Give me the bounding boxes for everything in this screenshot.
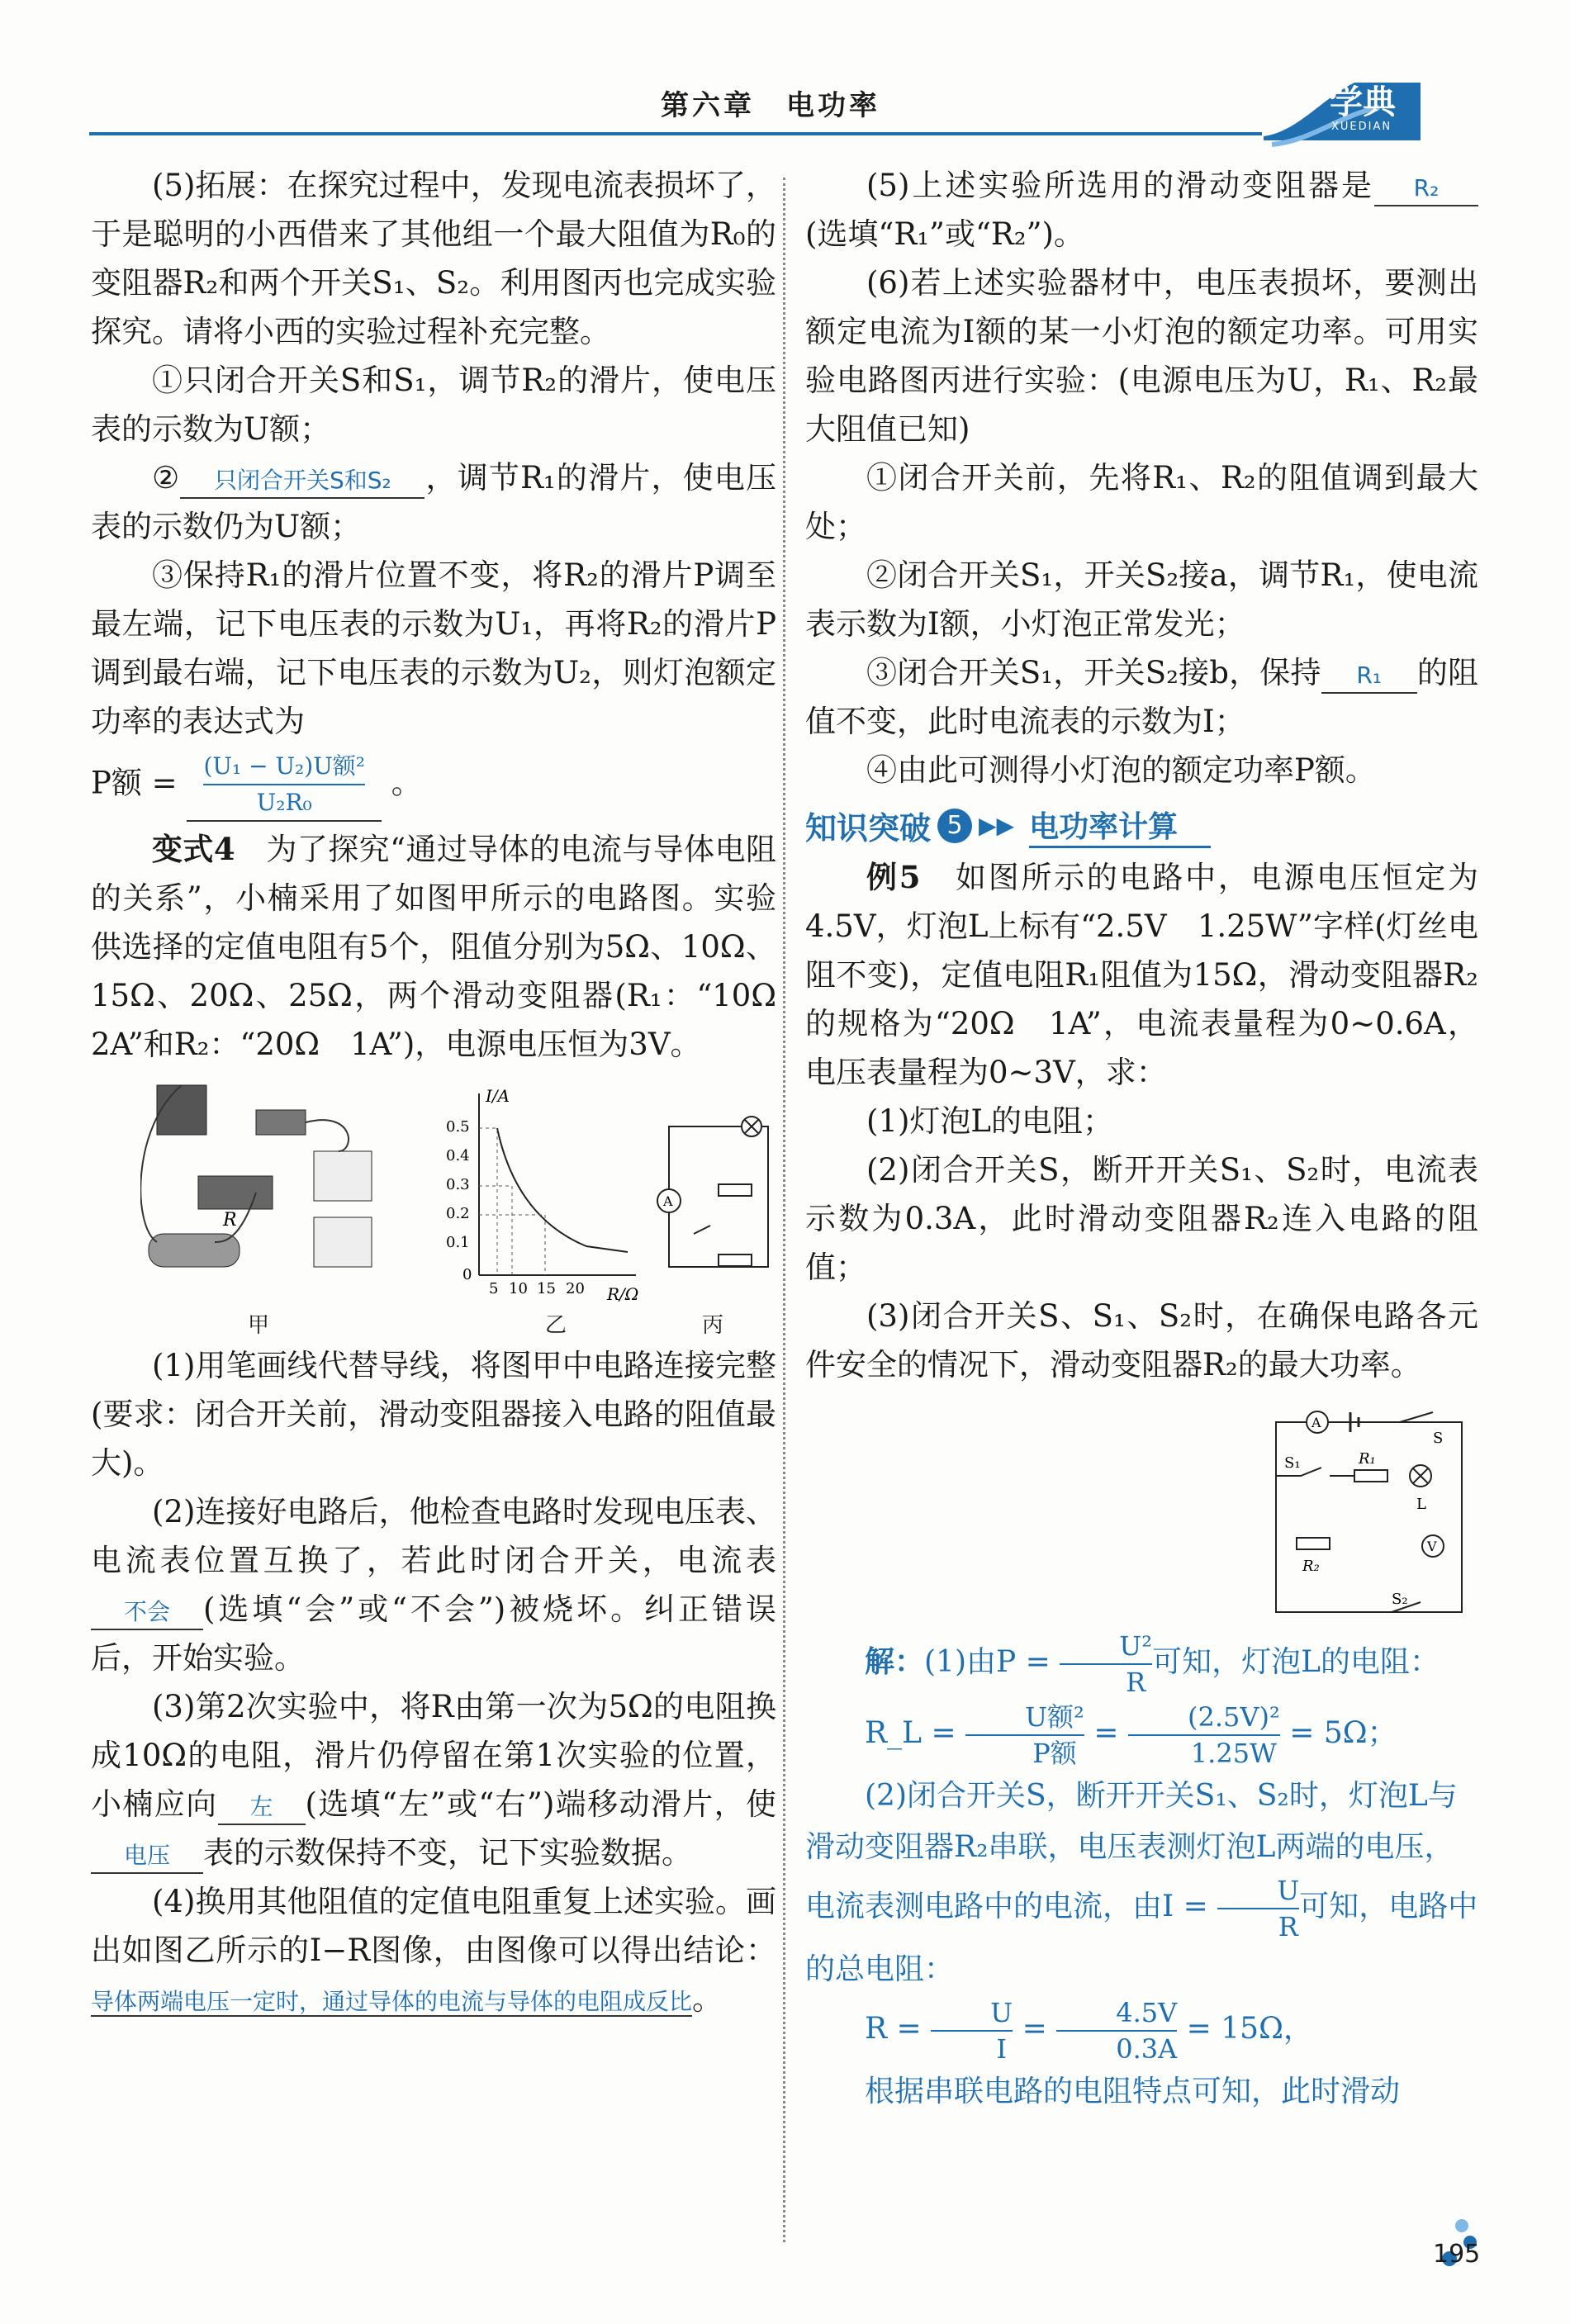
sol-rl-den2: 1.25W: [1190, 1738, 1277, 1769]
sol-rl-num1: U额²: [965, 1700, 1084, 1736]
q4-end: 。: [692, 1981, 723, 2017]
sol-r-num1: U: [931, 1995, 1013, 2032]
step2-suffix: ，调节R₁的滑片，使电压表的示数仍为U额；: [91, 460, 776, 544]
sol-rl-den1: P额: [1032, 1738, 1077, 1769]
ytick-5: 0: [462, 1266, 472, 1283]
left-column: [91, 161, 807, 2026]
figure-bing-circuit: [652, 1110, 776, 1300]
example-label: 例5: [866, 859, 921, 895]
r6-step3-answer: R₁: [1321, 659, 1417, 694]
formula-denominator: U₂R₀: [256, 789, 312, 816]
circuit-label-S: S: [1433, 1430, 1444, 1447]
sol-r-end: = 15Ω，: [1186, 2012, 1313, 2046]
xtick-0: 5: [489, 1280, 499, 1297]
step2: [91, 453, 776, 551]
caption-jia: 甲: [248, 1313, 270, 1338]
q2-text-b: (选填“会”或“不会”)被烧坏。纠正错误后，开始实验。: [91, 1591, 776, 1676]
formula-line: [91, 749, 776, 822]
example5: [805, 853, 1478, 1097]
brand-name: 学典: [1330, 83, 1396, 121]
q3-text-a: (3)第2次实验中，将R由第一次为5Ω的电阻换成10Ω的电阻，滑片仍停留在第1次实验的位置，小楠应向: [91, 1689, 776, 1822]
q3-answer-2: 电压: [91, 1839, 203, 1874]
circuit-label-R1: R₁: [1359, 1450, 1376, 1468]
column-divider: [783, 178, 785, 2242]
circuit-label-S2: S₂: [1392, 1591, 1408, 1608]
q3-text-b: (选填“左”或“右”)端移动滑片，使: [305, 1786, 776, 1822]
sol1-text-b: 可知，灯泡L的电阻：: [1152, 1645, 1440, 1679]
example-circuit: [805, 1389, 1478, 1629]
sol-rl-eq: =: [1093, 1716, 1119, 1750]
ytick-0: 0.5: [446, 1118, 470, 1136]
sol-r-num2: 4.5V: [1056, 1995, 1177, 2032]
r6-step2: ②闭合开关S₁，开关S₂接a，调节R₁，使电流表示数为I额，小灯泡正常发光；: [805, 557, 1478, 642]
q3-text-c: 表的示数保持不变，记下实验数据。: [203, 1835, 692, 1871]
double-arrow-icon: ▶▶: [979, 812, 1015, 839]
ytick-4: 0.1: [446, 1234, 470, 1251]
q4: [91, 1877, 776, 2026]
variant4: [91, 825, 807, 1069]
step2-prefix: ②: [152, 460, 181, 496]
formula-prefix: P额 =: [91, 765, 178, 801]
q1: (1)用笔画线代替导线，将图甲中电路连接完整(要求：闭合开关前，滑动变阻器接入电路的阻值最大)。: [91, 1348, 776, 1481]
svg-text:R: R: [223, 1210, 237, 1231]
sol1-text-a: (1)由P =: [924, 1645, 1051, 1679]
chapter-title: 第六章 电功率: [661, 89, 880, 122]
sol1-numerator: U²: [1060, 1629, 1152, 1665]
r6-step3: [805, 648, 1478, 746]
figure-yi-graph: [438, 1077, 652, 1308]
section-header: [805, 803, 1478, 848]
page-header: [0, 0, 1570, 145]
sol1-denominator: R: [1126, 1667, 1146, 1698]
page-number: 195: [1433, 2240, 1481, 2269]
sol-rl-end: = 5Ω；: [1289, 1716, 1397, 1750]
xtick-2: 15: [537, 1280, 556, 1297]
graph-ylabel: I/A: [486, 1086, 510, 1106]
ytick-2: 0.3: [446, 1176, 470, 1193]
solution-r: [805, 1995, 1478, 2066]
q2-text-a: (2)连接好电路后，他检查电路时发现电压表、电流表位置互换了，若此时闭合开关，电流表: [91, 1494, 776, 1578]
ex-q2: (2)闭合开关S，断开开关S₁、S₂时，电流表示数为0.3A，此时滑动变阻器R₂连入电路的阻值；: [805, 1152, 1478, 1285]
caption-bing: 丙: [702, 1313, 724, 1338]
formula-numerator: (U₁ − U₂)U额²: [203, 749, 365, 785]
step1: ①只闭合开关S和S₁，调节R₂的滑片，使电压表的示数为U额；: [91, 363, 776, 447]
header-rule: [89, 132, 1262, 135]
sol-r-den2: 0.3A: [1116, 2033, 1178, 2065]
graph-xlabel: R/Ω: [607, 1284, 639, 1304]
ir-curve: [497, 1128, 628, 1252]
r6: (6)若上述实验器材中，电压表损坏，要测出额定电流为I额的某一小灯泡的额定功率。可用实验电路图丙进行实验：(电源电压为U，R₁、R₂最大阻值已知): [805, 265, 1478, 447]
r6-step1: ①闭合开关前，先将R₁、R₂的阻值调到最大处；: [805, 460, 1478, 544]
circuit-diagram: [1268, 1406, 1474, 1629]
q2: [91, 1487, 776, 1682]
r5-answer: R₂: [1374, 172, 1478, 206]
figures-row: [91, 1069, 776, 1341]
formula-answer: [187, 749, 382, 822]
ytick-3: 0.2: [446, 1205, 470, 1222]
r5-text-b: (选填“R₁”或“R₂”)。: [805, 216, 1084, 252]
solution-rl: [805, 1700, 1478, 1771]
xtick-3: 20: [566, 1280, 585, 1297]
ytick-1: 0.4: [446, 1147, 470, 1164]
figure-jia-apparatus: [140, 1077, 454, 1308]
p5-intro: (5)拓展：在探究过程中，发现电流表损坏了，于是聪明的小西借来了其他组一个最大阻值为R₀的变阻器R₂和两个开关S₁、S₂。利用图丙也完成实验探究。请将小西的实验过程补充完整。: [91, 168, 776, 349]
section-number: 5: [937, 809, 972, 843]
brand-subtitle: XUEDIAN: [1331, 121, 1392, 133]
solution-part3: 根据串联电路的电阻特点可知，此时滑动: [865, 2075, 1401, 2108]
q4-text-a: (4)换用其他阻值的定值电阻重复上述实验。画出如图乙所示的I−R图像，由图像可以得出结论：: [91, 1884, 776, 1968]
caption-yi: 乙: [545, 1313, 567, 1338]
sol2-text-b: 可知，电路中的总电阻：: [805, 1890, 1478, 1986]
right-column: [805, 161, 1478, 2118]
r5: [805, 161, 1478, 258]
solution-part2: [805, 1771, 1478, 1995]
solution-part1: [805, 1629, 1478, 1700]
variant-label: 变式4: [152, 831, 235, 867]
step2-answer: 只闭合开关S和S₂: [180, 464, 425, 499]
sol2-denominator: R: [1278, 1911, 1298, 1942]
section-title: 电功率计算: [1029, 804, 1211, 848]
r5-text-a: (5)上述实验所选用的滑动变阻器是: [866, 168, 1374, 203]
sol-rl-prefix: R_L =: [865, 1716, 956, 1750]
sol2-text: (2)闭合开关S，断开开关S₁、S₂时，灯泡L与滑动变阻器R₂串联，电压表测灯泡L两端的电压，电流表测电路中的电流，由I =: [805, 1779, 1458, 1923]
sol-r-den1: I: [996, 2033, 1007, 2065]
formula-suffix: 。: [391, 765, 422, 801]
q3-answer-1: 左: [218, 1790, 306, 1825]
q4-answer: 导体两端电压一定时，通过导体的电流与导体的电阻成反比: [91, 1988, 693, 2015]
r6-step4: ④由此可测得小灯泡的额定功率P额。: [866, 752, 1376, 788]
circuit-label-A: A: [1311, 1415, 1321, 1430]
xtick-1: 10: [509, 1280, 528, 1297]
sol-r-prefix: R =: [865, 2012, 922, 2046]
solution-label: 解：: [865, 1644, 925, 1679]
variant-text: 为了探究“通过导体的电流与导体电阻的关系”，小楠采用了如图甲所示的电路图。实验供选择的定值电阻有5个，阻值分别为5Ω、10Ω、15Ω、20Ω、25Ω，两个滑动变阻器(R₁：“10Ω 2A”和R₂：“20Ω 1A”)，电源电压恒为3V。: [91, 832, 807, 1062]
r6-step3-a: ③闭合开关S₁，开关S₂接b，保持: [866, 655, 1321, 690]
ex-q1: (1)灯泡L的电阻；: [866, 1103, 1113, 1139]
circuit-label-V: V: [1427, 1539, 1437, 1554]
step3: ③保持R₁的滑片位置不变，将R₂的滑片P调至最左端，记下电压表的示数为U₁，再将R₂的滑片P调到最右端，记下电压表的示数为U₂，则灯泡额定功率的表达式为: [91, 557, 776, 739]
q2-answer: 不会: [91, 1596, 203, 1630]
ex-q3: (3)闭合开关S、S₁、S₂时，在确保电路各元件安全的情况下，滑动变阻器R₂的最大功率。: [805, 1298, 1478, 1383]
circuit-label-R2: R₂: [1302, 1558, 1320, 1575]
circuit-label-L: L: [1416, 1496, 1426, 1513]
r6-step3-b: 的阻值不变，此时电流表的示数为I；: [805, 655, 1479, 739]
svg-text:A: A: [663, 1193, 673, 1209]
section-label: 知识突破: [805, 810, 932, 847]
sol2-numerator: U: [1217, 1873, 1299, 1909]
example-text: 如图所示的电路中，电源电压恒定为4.5V，灯泡L上标有“2.5V 1.25W”字样(灯丝电阻不变)，定值电阻R₁阻值为15Ω，滑动变阻器R₂的规格为“20Ω 1A”，电流表量程为0~0.6A，电压表量程为0~3V，求：: [805, 860, 1479, 1090]
sol-r-eq: =: [1022, 2012, 1047, 2046]
circuit-label-S1: S₁: [1284, 1454, 1301, 1472]
sol-rl-num2: (2.5V)²: [1128, 1700, 1280, 1736]
q3: [91, 1682, 776, 1877]
